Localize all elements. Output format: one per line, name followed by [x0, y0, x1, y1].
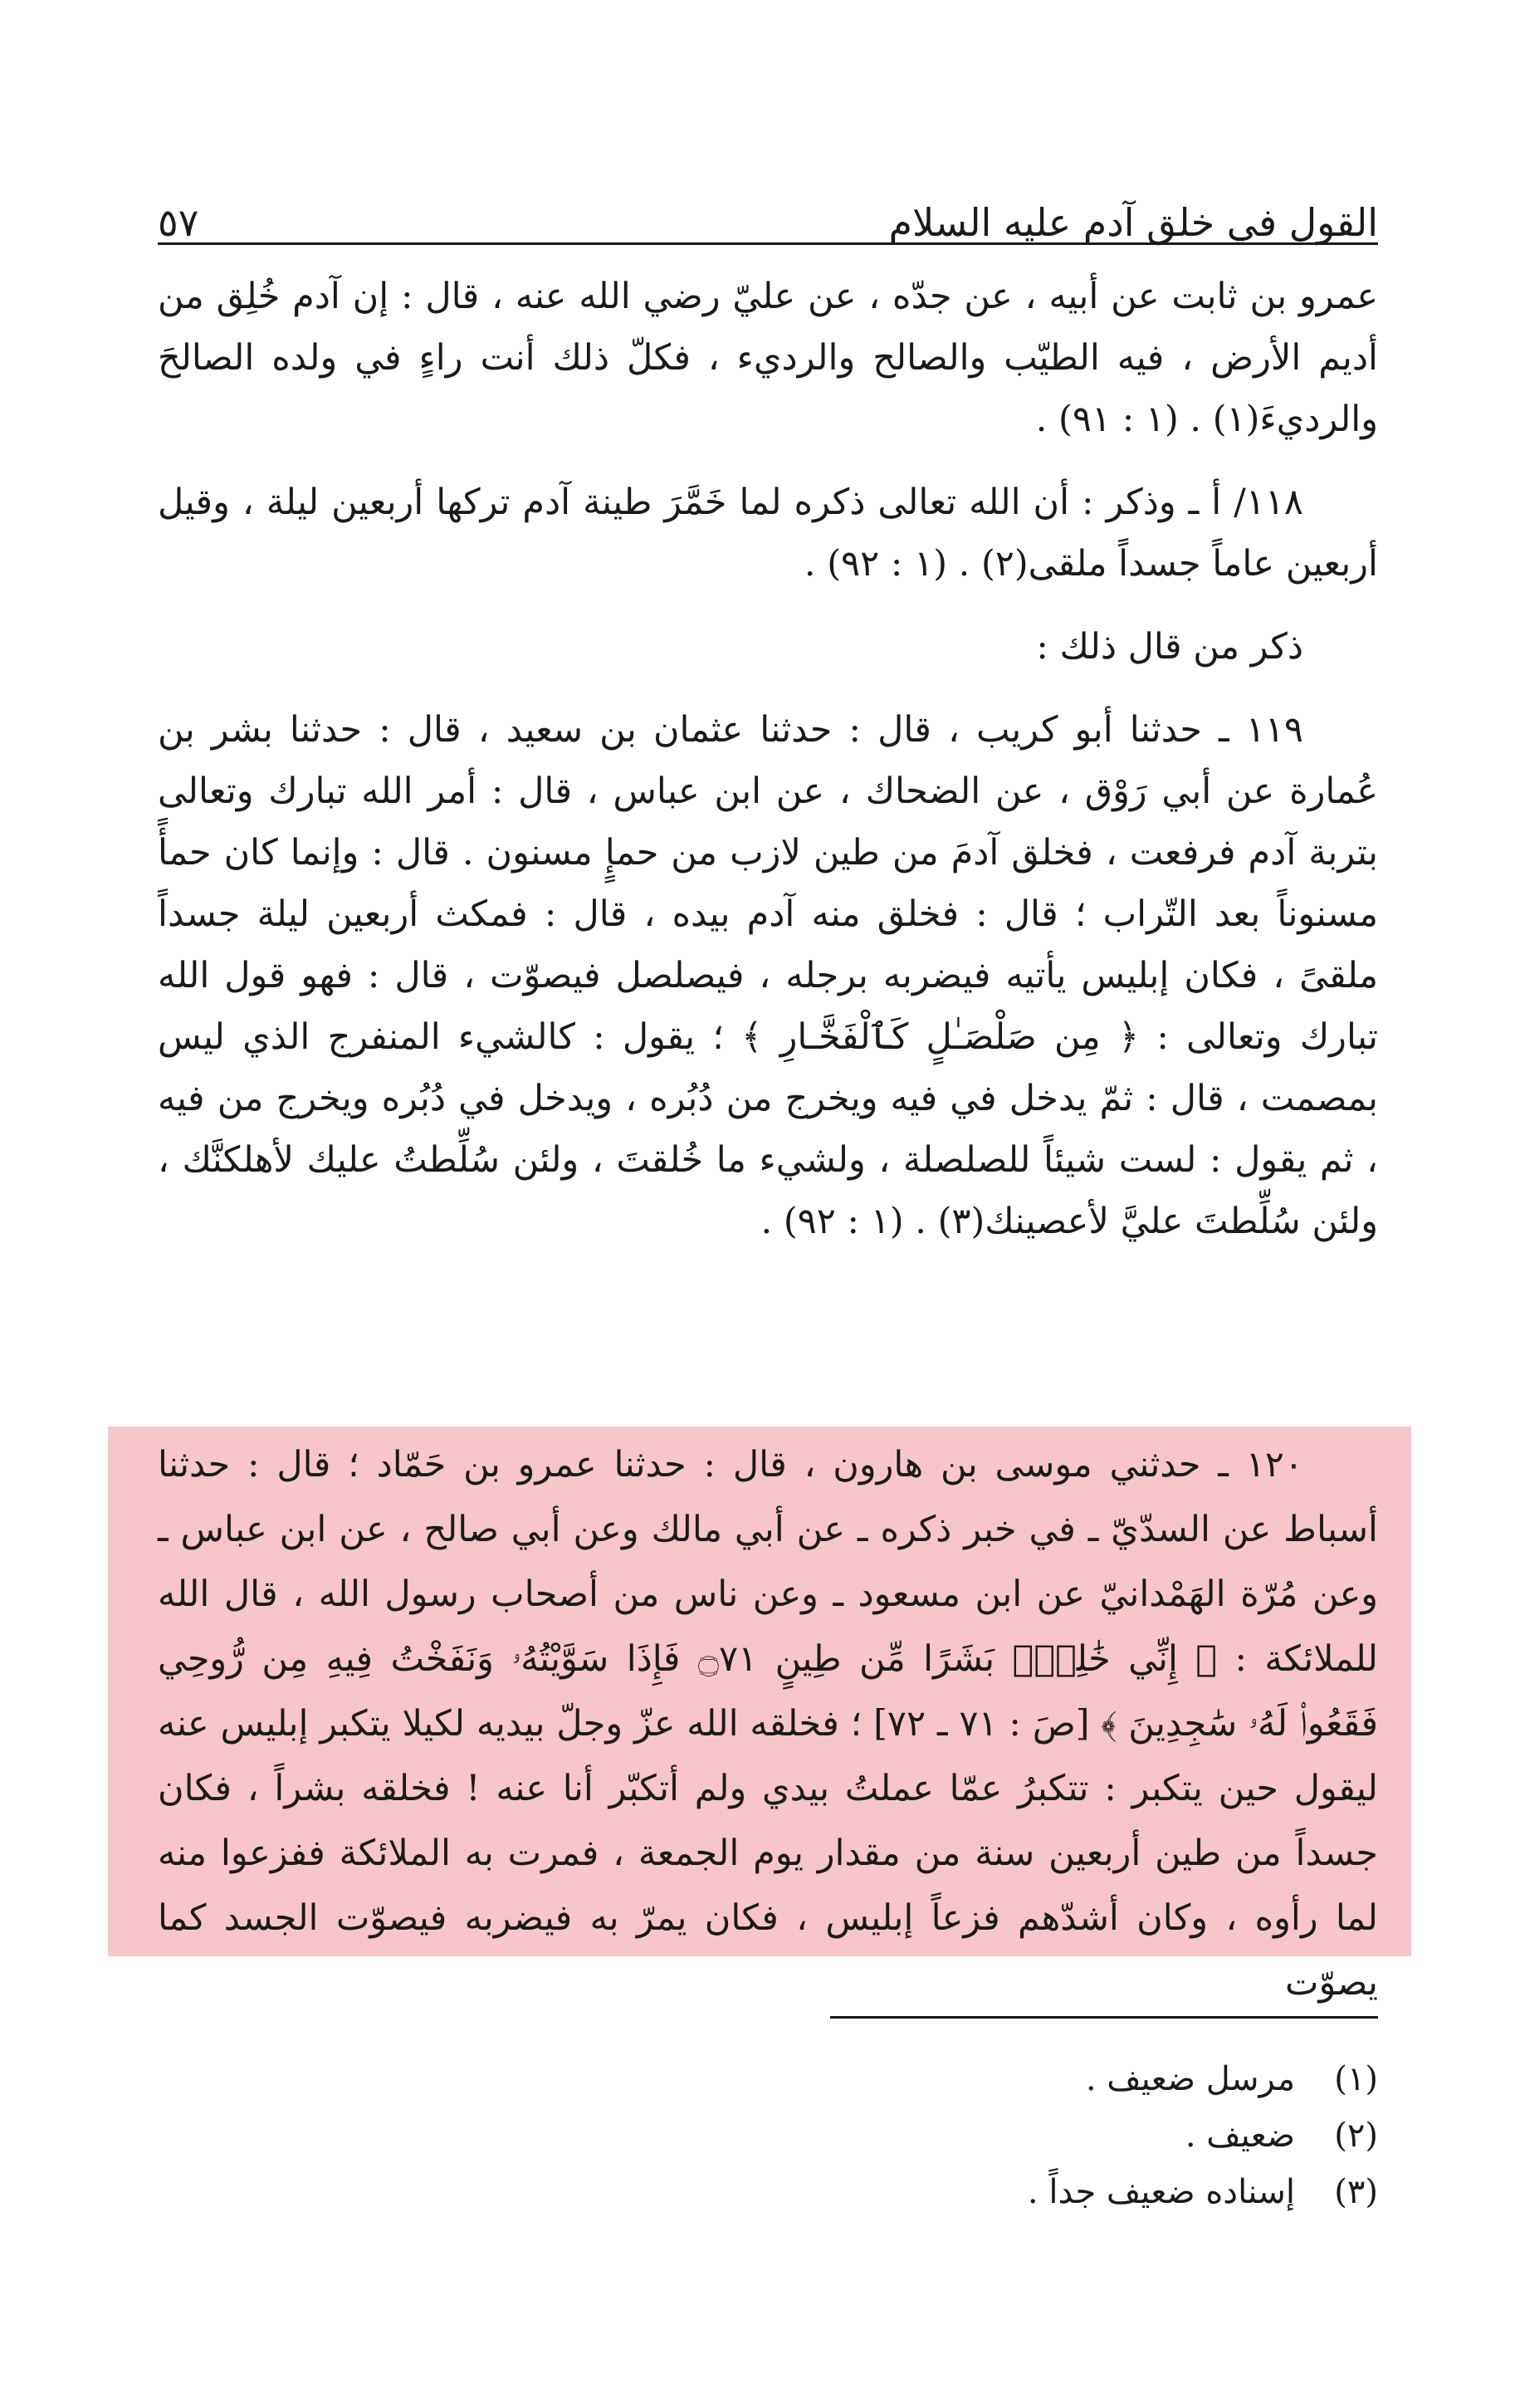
footnote-text: ضعيف . [1185, 2117, 1295, 2155]
paragraph-continued: عمرو بن ثابت عن أبيه ، عن جدّه ، عن عليّ رضي الله عنه ، قال : إن آدم خُلِق من أديم الأرض ، فيه الطيّب والصالح والرديء ، فكلّ ذلك أنت راءٍ في ولده الصالحَ والرديءَ(١) . (١ : ٩١) . [158, 276, 1378, 440]
main-text [158, 266, 1378, 1274]
footnote-text: مرسل ضعيف . [1085, 2060, 1295, 2098]
running-title: القول في خلق آدم عليه السلام [888, 200, 1378, 245]
page-number: ٥٧ [158, 200, 199, 245]
footnote-item [631, 2164, 1378, 2220]
footnote-rule [830, 2016, 1378, 2019]
footnote-text: إسناده ضعيف جداً . [1027, 2173, 1295, 2211]
section-heading: ذكر من قال ذلك : [1036, 626, 1303, 668]
paragraph-119: ١١٩ ـ حدثنا أبو كريب ، قال : حدثنا عثمان بن سعيد ، قال : حدثنا بشر بن عُمارة عن أبي رَوْق ، عن الضحاك ، عن ابن عباس ، قال : أمر الله تبارك وتعالى بتربة آدم فرفعت ، فخلق آدمَ من طين لازب من حمإٍ مسنون . قال : وإنما كان حمأً مسنوناً بعد التّراب ؛ قال : فخلق منه آدم بيده ، قال : فمكث أربعين ليلة جسداً ملقىً ، فكان إبليس يأتيه فيضربه برجله ، فيصلصل فيصوّت ، قال : فهو قول الله تبارك وتعالى : ﴿ مِن صَلْصَـٰلٍ كَٱلْفَخَّـارِ ﴾ ؛ يقول : كالشيء المنفرج الذي ليس بمصمت ، قال : ثمّ يدخل في فيه ويخرج من دُبُره ، ويدخل في دُبُره ويخرج من فيه ، ثم يقول : لست شيئاً للصلصلة ، ولشيء ما خُلقتَ ، ولئن سُلِّطتُ عليك لأهلكنَّك ، ولئن سُلِّطتَ عليَّ لأعصينك(٣) . (١ : ٩٢) . [158, 709, 1378, 1242]
page-header [158, 170, 1378, 245]
footnote-number: (٢) [1334, 2117, 1378, 2155]
paragraph-120-highlighted: ١٢٠ ـ حدثني موسى بن هارون ، قال : حدثنا عمرو بن حَمّاد ؛ قال : حدثنا أسباط عن السدّيّ ـ في خبر ذكره ـ عن أبي مالك وعن أبي صالح ، عن ابن عباس ـ وعن مُرّة الهَمْدانيّ عن ابن مسعود ـ وعن ناس من أصحاب رسول الله ، قال الله للملائكة : ﴿ إِنِّي خَٰلِقٌۢ بَشَرًا مِّن طِينٍ ۝٧١ فَإِذَا سَوَّيْتُهُۥ وَنَفَخْتُ فِيهِ مِن رُّوحِي فَقَعُوا۟ لَهُۥ سَٰجِدِينَ ﴾ [صَ : ٧١ ـ ٧٢] ؛ فخلقه الله عزّ وجلّ بيديه لكيلا يتكبر إبليس عنه ليقول حين يتكبر : تتكبرُ عمّا عملتُ بيدي ولم أتكبّر أنا عنه ! فخلقه بشراً ، فكان جسداً من طين أربعين سنة من مقدار يوم الجمعة ، فمرت به الملائكة ففزعوا منه لما رأوه ، وكان أشدّهم فزعاً إبليس ، فكان يمرّ به فيضربه فيصوّت الجسد كما يصوّت [158, 1444, 1378, 2004]
footnotes [631, 2051, 1378, 2220]
header-rule [158, 242, 1378, 245]
paragraph-118: ١١٨/ أ ـ وذكر : أن الله تعالى ذكره لما خَمَّرَ طينة آدم تركها أربعين ليلة ، وقيل أربعين عاماً جسداً ملقى(٢) . (١ : ٩٢) . [158, 482, 1378, 585]
footnote-item [631, 2051, 1378, 2107]
footnote-item [631, 2107, 1378, 2164]
footnote-number: (١) [1334, 2060, 1378, 2098]
footnote-number: (٣) [1334, 2173, 1378, 2211]
